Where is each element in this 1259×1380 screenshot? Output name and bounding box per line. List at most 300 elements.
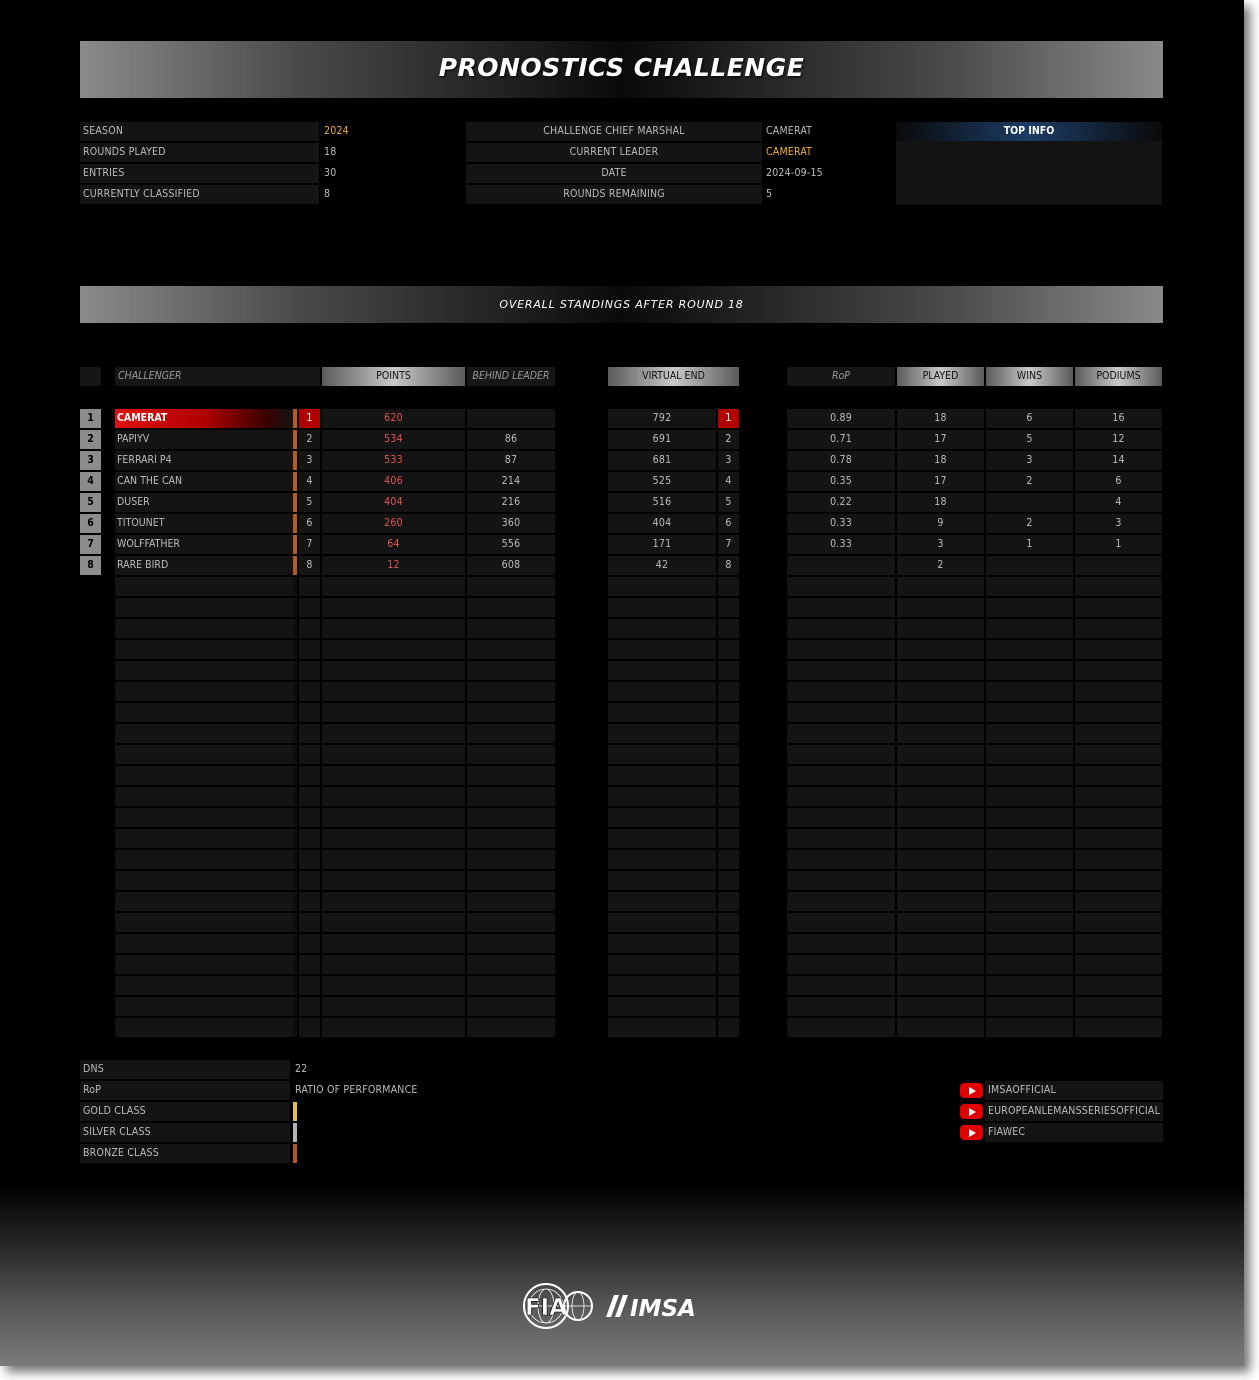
- position-cell: [299, 577, 320, 596]
- legend-label-text: SILVER CLASS: [83, 1126, 151, 1138]
- position-cell: [299, 556, 320, 575]
- played-cell: [897, 1018, 984, 1037]
- wins-cell: [986, 913, 1073, 932]
- challenger-name: [115, 976, 293, 995]
- podiums-cell: [1075, 913, 1162, 932]
- rop-value: 0.33: [830, 538, 852, 550]
- points-value: 260: [384, 517, 403, 529]
- wins-cell: [986, 619, 1073, 638]
- silver-class-swatch: [293, 1123, 297, 1142]
- vpos-cell: [718, 514, 739, 533]
- page-title: PRONOSTICS CHALLENGE: [438, 53, 805, 82]
- points-cell: [322, 808, 465, 827]
- podiums-cell: [1075, 409, 1162, 428]
- vpos-cell: [718, 850, 739, 869]
- points-cell: [322, 556, 465, 575]
- wins-cell: [986, 745, 1073, 764]
- info-value: [321, 122, 461, 141]
- info-label: [466, 185, 762, 204]
- youtube-channel-name[interactable]: [985, 1102, 1163, 1121]
- wins-header: [986, 367, 1073, 386]
- podiums-cell: [1075, 829, 1162, 848]
- podiums-value: 16: [1112, 412, 1125, 424]
- played-cell: [897, 913, 984, 932]
- title-banner: [80, 41, 1163, 98]
- virtual-end-header-label: VIRTUAL END: [642, 370, 705, 382]
- wins-cell: [986, 892, 1073, 911]
- behind-leader-header-label: BEHIND LEADER: [472, 370, 550, 382]
- rop-cell: [787, 829, 895, 848]
- virtual-cell: [608, 724, 716, 743]
- vpos-value: 2: [725, 433, 732, 445]
- behind-value: 87: [504, 454, 518, 466]
- class-indicator: [293, 976, 297, 995]
- sponsor-logos: [522, 1280, 732, 1332]
- podiums-cell: [1075, 682, 1162, 701]
- youtube-icon[interactable]: [960, 1125, 983, 1140]
- points-cell: [322, 892, 465, 911]
- podiums-cell: [1075, 724, 1162, 743]
- podiums-cell: [1075, 619, 1162, 638]
- wins-cell: [986, 871, 1073, 890]
- behind-cell: [467, 577, 555, 596]
- points-cell: [322, 913, 465, 932]
- podiums-value: 14: [1112, 454, 1125, 466]
- played-value: 17: [934, 433, 947, 445]
- behind-value: 86: [504, 433, 518, 445]
- virtual-cell: [608, 997, 716, 1016]
- virtual-cell: [608, 829, 716, 848]
- rop-cell: [787, 1018, 895, 1037]
- points-cell: [322, 472, 465, 491]
- challenger-name: [115, 598, 293, 617]
- class-indicator: [293, 724, 297, 743]
- points-value: 533: [384, 454, 403, 466]
- position-cell: [299, 745, 320, 764]
- youtube-channel-text: EUROPEANLEMANSSERIESOFFICIAL: [988, 1105, 1161, 1117]
- podiums-cell: [1075, 892, 1162, 911]
- podiums-cell: [1075, 472, 1162, 491]
- points-cell: [322, 619, 465, 638]
- virtual-cell: [608, 703, 716, 722]
- info-value: [763, 164, 891, 183]
- rop-cell: [787, 892, 895, 911]
- rop-cell: [787, 451, 895, 470]
- class-indicator: [293, 577, 297, 596]
- challenger-name-text: WOLFFATHER: [117, 538, 180, 550]
- points-cell: [322, 1018, 465, 1037]
- top-info-panel: [896, 122, 1162, 205]
- class-indicator: [293, 808, 297, 827]
- virtual-cell: [608, 850, 716, 869]
- wins-value: 2: [1026, 475, 1033, 487]
- podiums-cell: [1075, 745, 1162, 764]
- challenger-name: [115, 745, 293, 764]
- virtual-cell: [608, 640, 716, 659]
- points-cell: [322, 703, 465, 722]
- top-info-label: TOP INFO: [1003, 125, 1055, 137]
- rop-cell: [787, 472, 895, 491]
- podiums-cell: [1075, 808, 1162, 827]
- challenger-name: [115, 535, 293, 554]
- vpos-cell: [718, 619, 739, 638]
- behind-value: 608: [501, 559, 521, 571]
- position-cell: [299, 430, 320, 449]
- position-cell: [299, 808, 320, 827]
- info-label-text: DATE: [601, 167, 627, 179]
- rop-cell: [787, 661, 895, 680]
- virtual-cell: [608, 766, 716, 785]
- points-cell: [322, 535, 465, 554]
- challenger-name: [115, 514, 293, 533]
- behind-cell: [467, 766, 555, 785]
- behind-value: 360: [501, 517, 521, 529]
- position-cell: [299, 451, 320, 470]
- played-cell: [897, 850, 984, 869]
- podiums-cell: [1075, 1018, 1162, 1037]
- info-label: [466, 143, 762, 162]
- virtual-cell: [608, 619, 716, 638]
- rop-cell: [787, 598, 895, 617]
- youtube-channel-text: FIAWEC: [988, 1126, 1026, 1138]
- podiums-header: [1075, 367, 1162, 386]
- vpos-cell: [718, 1018, 739, 1037]
- played-header: [897, 367, 984, 386]
- youtube-link[interactable]: [957, 1102, 985, 1121]
- challenger-name: [115, 955, 293, 974]
- rank-number: 5: [87, 496, 94, 508]
- podiums-value: 1: [1115, 538, 1122, 550]
- vpos-cell: [718, 913, 739, 932]
- vpos-cell: [718, 787, 739, 806]
- rop-value: 0.78: [830, 454, 852, 466]
- info-label: [466, 164, 762, 183]
- wins-cell: [986, 451, 1073, 470]
- position-text: 3: [306, 454, 313, 466]
- vpos-cell: [718, 997, 739, 1016]
- challenger-name: [115, 1018, 293, 1037]
- challenger-name-text: RARE BIRD: [117, 559, 169, 571]
- rop-cell: [787, 934, 895, 953]
- wins-cell: [986, 640, 1073, 659]
- info-value-text: 18: [324, 146, 337, 158]
- wins-cell: [986, 493, 1073, 512]
- points-cell: [322, 514, 465, 533]
- wins-value: 6: [1026, 412, 1033, 424]
- class-indicator: [293, 556, 297, 575]
- vpos-cell: [718, 808, 739, 827]
- rank-badge: [80, 514, 101, 533]
- wins-cell: [986, 766, 1073, 785]
- info-value: [321, 164, 461, 183]
- class-indicator: [293, 892, 297, 911]
- virtual-cell: [608, 871, 716, 890]
- virtual-cell: [608, 808, 716, 827]
- points-cell: [322, 745, 465, 764]
- behind-cell: [467, 409, 555, 428]
- vpos-cell: [718, 430, 739, 449]
- played-cell: [897, 640, 984, 659]
- class-indicator: [293, 871, 297, 890]
- gold-class-swatch: [293, 1102, 297, 1121]
- class-indicator: [293, 1018, 297, 1037]
- challenger-name: [115, 556, 293, 575]
- challenger-name: [115, 451, 293, 470]
- class-indicator: [293, 745, 297, 764]
- position-cell: [299, 493, 320, 512]
- rank-badge: [80, 493, 101, 512]
- played-cell: [897, 955, 984, 974]
- played-cell: [897, 934, 984, 953]
- class-indicator: [293, 850, 297, 869]
- rop-cell: [787, 871, 895, 890]
- played-value: 18: [934, 412, 947, 424]
- wins-cell: [986, 955, 1073, 974]
- rop-cell: [787, 787, 895, 806]
- virtual-cell: [608, 787, 716, 806]
- wins-cell: [986, 661, 1073, 680]
- legend-label-text: GOLD CLASS: [83, 1105, 146, 1117]
- behind-cell: [467, 514, 555, 533]
- podiums-value: 4: [1115, 496, 1122, 508]
- virtual-cell: [608, 598, 716, 617]
- virtual-cell: [608, 913, 716, 932]
- rank-badge: [80, 556, 101, 575]
- vpos-cell: [718, 661, 739, 680]
- position-cell: [299, 997, 320, 1016]
- rop-header-label: RoP: [831, 370, 851, 382]
- behind-cell: [467, 619, 555, 638]
- rop-cell: [787, 850, 895, 869]
- played-cell: [897, 703, 984, 722]
- virtual-cell: [608, 1018, 716, 1037]
- class-indicator: [293, 682, 297, 701]
- wins-cell: [986, 850, 1073, 869]
- virtual-cell: [608, 661, 716, 680]
- vpos-cell: [718, 745, 739, 764]
- class-indicator: [293, 703, 297, 722]
- points-cell: [322, 409, 465, 428]
- fia-logo: [524, 1284, 592, 1328]
- podiums-cell: [1075, 535, 1162, 554]
- rank-badge: [80, 535, 101, 554]
- behind-cell: [467, 934, 555, 953]
- wins-value: 3: [1026, 454, 1033, 466]
- points-value: 534: [384, 433, 403, 445]
- legend-label: [80, 1102, 290, 1121]
- points-cell: [322, 493, 465, 512]
- position-text: 8: [306, 559, 313, 571]
- vpos-cell: [718, 766, 739, 785]
- challenger-name: [115, 493, 293, 512]
- position-cell: [299, 598, 320, 617]
- points-cell: [322, 850, 465, 869]
- rop-value: 0.71: [830, 433, 852, 445]
- behind-cell: [467, 682, 555, 701]
- rop-cell: [787, 619, 895, 638]
- rank-badge: [80, 409, 101, 428]
- class-indicator: [293, 535, 297, 554]
- behind-cell: [467, 703, 555, 722]
- vpos-cell: [718, 829, 739, 848]
- virtual-cell: [608, 556, 716, 575]
- podiums-cell: [1075, 934, 1162, 953]
- youtube-channel-name[interactable]: [985, 1081, 1163, 1100]
- info-label: [80, 122, 319, 141]
- bronze-class-swatch: [293, 1144, 297, 1163]
- played-cell: [897, 829, 984, 848]
- virtual-cell: [608, 745, 716, 764]
- behind-cell: [467, 976, 555, 995]
- wins-header-label: WINS: [1016, 370, 1043, 382]
- played-cell: [897, 409, 984, 428]
- challenger-name: [115, 430, 293, 449]
- virtual-value: 792: [652, 412, 672, 424]
- points-cell: [322, 430, 465, 449]
- virtual-cell: [608, 451, 716, 470]
- vpos-cell: [718, 577, 739, 596]
- vpos-cell: [718, 451, 739, 470]
- played-value: 9: [937, 517, 944, 529]
- virtual-value: 681: [652, 454, 672, 466]
- rop-value: 0.89: [830, 412, 852, 424]
- challenger-name: [115, 997, 293, 1016]
- points-cell: [322, 598, 465, 617]
- legend-value: [295, 1060, 495, 1079]
- youtube-link[interactable]: [957, 1123, 985, 1142]
- wins-cell: [986, 703, 1073, 722]
- podiums-cell: [1075, 955, 1162, 974]
- rank-number: 4: [87, 475, 94, 487]
- podiums-cell: [1075, 997, 1162, 1016]
- class-indicator: [293, 598, 297, 617]
- behind-value: 556: [501, 538, 521, 550]
- points-value: 406: [384, 475, 403, 487]
- points-header: [322, 367, 465, 386]
- info-label-text: SEASON: [83, 125, 124, 137]
- position-cell: [299, 640, 320, 659]
- played-cell: [897, 661, 984, 680]
- vpos-value: 4: [725, 475, 732, 487]
- position-cell: [299, 703, 320, 722]
- class-indicator: [293, 661, 297, 680]
- behind-cell: [467, 997, 555, 1016]
- challenger-name: [115, 871, 293, 890]
- class-indicator: [293, 619, 297, 638]
- youtube-link[interactable]: [957, 1081, 985, 1100]
- class-indicator: [293, 514, 297, 533]
- podiums-header-label: PODIUMS: [1096, 370, 1141, 382]
- rop-cell: [787, 640, 895, 659]
- played-header-label: PLAYED: [922, 370, 959, 382]
- position-cell: [299, 955, 320, 974]
- played-cell: [897, 787, 984, 806]
- info-label: [80, 143, 319, 162]
- vpos-value: 7: [725, 538, 732, 550]
- legend-value-text: 22: [295, 1063, 308, 1075]
- challenger-name: [115, 619, 293, 638]
- legend-label-text: DNS: [83, 1063, 104, 1075]
- challenger-name: [115, 703, 293, 722]
- points-cell: [322, 451, 465, 470]
- points-cell: [322, 640, 465, 659]
- vpos-cell: [718, 493, 739, 512]
- wins-cell: [986, 430, 1073, 449]
- top-info-header: [896, 122, 1162, 141]
- challenger-name: [115, 850, 293, 869]
- wins-cell: [986, 934, 1073, 953]
- info-value: [763, 185, 891, 204]
- wins-cell: [986, 1018, 1073, 1037]
- position-cell: [299, 934, 320, 953]
- played-cell: [897, 892, 984, 911]
- info-value: [321, 143, 461, 162]
- points-cell: [322, 724, 465, 743]
- virtual-cell: [608, 409, 716, 428]
- youtube-icon[interactable]: [960, 1104, 983, 1119]
- rank-header: [80, 367, 101, 386]
- played-cell: [897, 598, 984, 617]
- legend-value: [295, 1081, 495, 1100]
- youtube-icon[interactable]: [960, 1083, 983, 1098]
- points-value: 12: [387, 559, 400, 571]
- challenger-name: [115, 577, 293, 596]
- rop-value: 0.35: [830, 475, 852, 487]
- vpos-cell: [718, 892, 739, 911]
- challenger-name: [115, 640, 293, 659]
- challenger-name: [115, 934, 293, 953]
- played-cell: [897, 745, 984, 764]
- info-value: [763, 122, 891, 141]
- behind-cell: [467, 493, 555, 512]
- podiums-value: 12: [1112, 433, 1125, 445]
- class-indicator: [293, 493, 297, 512]
- podiums-cell: [1075, 556, 1162, 575]
- played-value: 18: [934, 496, 947, 508]
- position-cell: [299, 619, 320, 638]
- podiums-cell: [1075, 871, 1162, 890]
- podiums-cell: [1075, 703, 1162, 722]
- podiums-cell: [1075, 787, 1162, 806]
- wins-cell: [986, 514, 1073, 533]
- rank-number: 6: [87, 517, 94, 529]
- rop-cell: [787, 913, 895, 932]
- points-cell: [322, 787, 465, 806]
- podiums-cell: [1075, 640, 1162, 659]
- rank-badge: [80, 451, 101, 470]
- youtube-channel-name[interactable]: [985, 1123, 1163, 1142]
- challenger-name: [115, 472, 293, 491]
- points-cell: [322, 955, 465, 974]
- position-cell: [299, 682, 320, 701]
- position-text: 4: [306, 475, 313, 487]
- legend-label: [80, 1144, 290, 1163]
- behind-cell: [467, 640, 555, 659]
- challenger-name: [115, 409, 293, 428]
- wins-cell: [986, 829, 1073, 848]
- behind-cell: [467, 892, 555, 911]
- wins-cell: [986, 598, 1073, 617]
- rop-cell: [787, 766, 895, 785]
- rop-header: [787, 367, 895, 386]
- played-value: 18: [934, 454, 947, 466]
- info-label-text: CURRENT LEADER: [569, 146, 659, 158]
- points-value: 64: [387, 538, 400, 550]
- wins-cell: [986, 409, 1073, 428]
- played-cell: [897, 577, 984, 596]
- info-label-text: ENTRIES: [83, 167, 125, 179]
- class-indicator: [293, 409, 297, 428]
